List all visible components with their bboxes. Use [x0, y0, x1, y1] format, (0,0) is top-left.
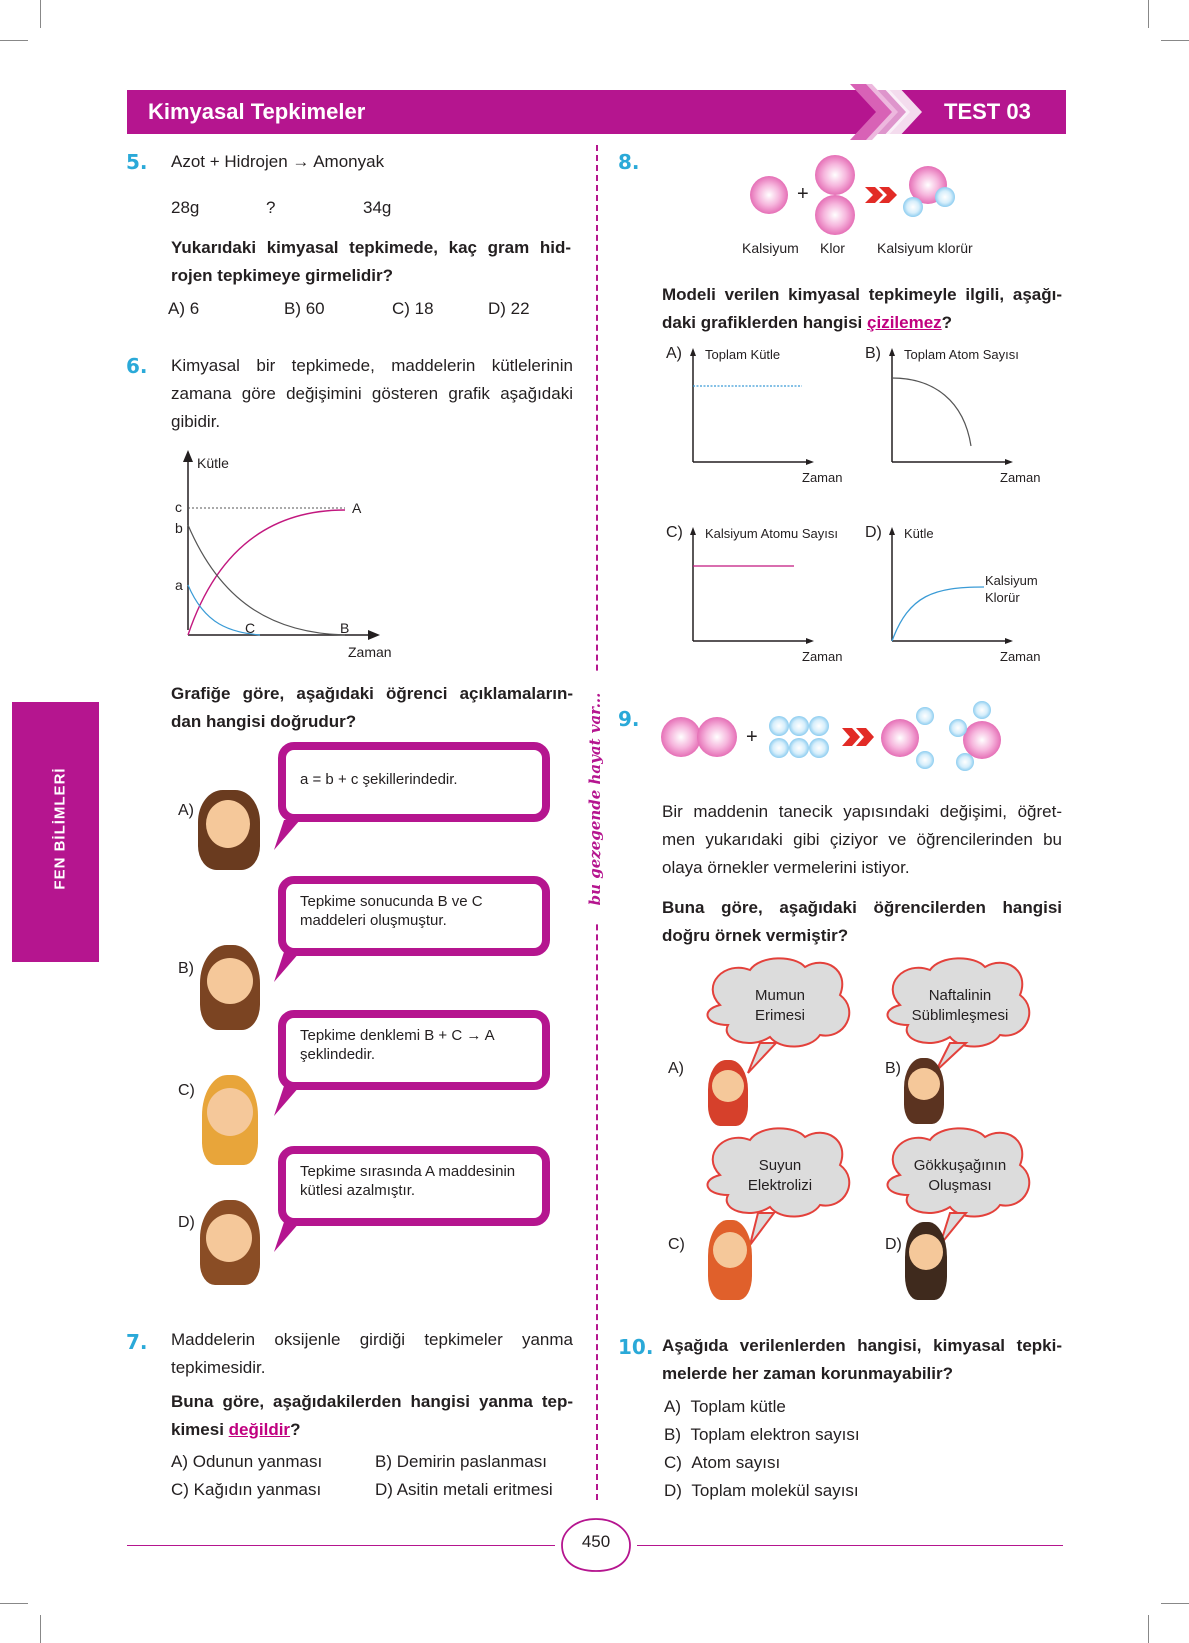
q10-number: 10. [618, 1335, 654, 1359]
q7-option-a[interactable]: A) Odunun yanması [171, 1452, 323, 1471]
q5-option-c[interactable]: C) 18 [392, 299, 434, 318]
q10-option-c[interactable]: C) Atom sayısı [664, 1453, 781, 1472]
q5-mass-1: 28g [171, 198, 200, 217]
q9-option-d-label[interactable]: D) [885, 1236, 902, 1253]
student-avatar [713, 1232, 747, 1268]
q6-graph-xlabel: Zaman [348, 644, 392, 660]
student-avatar [207, 958, 253, 1004]
q8-graph-a [690, 346, 820, 466]
q6-option-a-bubble[interactable] [278, 742, 550, 822]
q7-question-emphasis: değildir [228, 1420, 291, 1439]
q6-graph-a: a [175, 577, 183, 593]
q7-text: Maddelerin oksijenle girdiği tepkimeler yanma tepkimesidir. [171, 1330, 573, 1377]
q8-graph-c-label[interactable]: C) [666, 524, 683, 541]
svg-text:+: + [746, 726, 758, 748]
crop-mark [1161, 1603, 1189, 1604]
q8-graph-d-xlabel: Zaman [1000, 649, 1041, 664]
q8-graph-a-xlabel: Zaman [802, 470, 843, 485]
header-title: Kimyasal Tepkimeler [148, 99, 366, 124]
q8-question: Modeli verilen kimyasal tepkimeyle ilgili, aşağı-daki grafiklerden hangisi çizilemez? [662, 285, 1062, 332]
q9-cloud-b: Naftalinin Süblimleşmesi [911, 987, 1009, 1024]
q8-graph-c [690, 525, 820, 645]
q5-equation: Azot + Hidrojen → Amonyak [171, 152, 385, 171]
q8-graph-d-curve-label-1: Kalsiyum [985, 573, 1038, 588]
q6-graph-b: b [175, 520, 183, 536]
q6-mass-graph [160, 450, 400, 660]
page-number: 450 [581, 1532, 611, 1551]
q6-option-c-text: Tepkime denklemi B + C → A şeklindedir. [300, 1027, 494, 1063]
q8-graph-a-label[interactable]: A) [666, 345, 682, 362]
q8-graph-c-ylabel: Kalsiyum Atomu Sayısı [705, 526, 838, 541]
q6-number: 6. [126, 354, 148, 378]
q7-number: 7. [126, 1330, 148, 1354]
q5-mass-3: 34g [363, 198, 392, 217]
q8-graph-b-label[interactable]: B) [865, 345, 881, 362]
q10-option-b[interactable]: B) Toplam elektron sayısı [664, 1425, 860, 1444]
q6-option-d-text: Tepkime sırasında A maddesinin kütlesi azalmıştır. [300, 1163, 516, 1199]
q9-cloud-a: Mumun Erimesi [754, 987, 806, 1024]
q5-number: 5. [126, 150, 148, 174]
q5-option-b[interactable]: B) 60 [284, 299, 325, 318]
q6-option-b-bubble[interactable] [278, 876, 550, 956]
svg-text:+: + [797, 183, 809, 205]
test-number: TEST 03 [944, 99, 1031, 124]
q5-option-a[interactable]: A) 6 [168, 299, 200, 318]
crop-mark [1148, 0, 1149, 28]
student-avatar [206, 800, 250, 848]
q10-question: Aşağıda verilenlerden hangisi, kimyasal tepki-melerde her zaman korunmayabilir? [662, 1336, 1062, 1383]
q7-option-d[interactable]: D) Asitin metali eritmesi [375, 1480, 553, 1499]
q7-option-b[interactable]: B) Demirin paslanması [375, 1452, 547, 1471]
q9-text: Bir maddenin tanecik yapısındaki değişimi, öğret-men yukarıdaki gibi çiziyor ve öğrencilerinden bu olaya örnekler vermelerini istiyor. [662, 802, 1062, 877]
q8-number: 8. [618, 150, 640, 174]
side-tab-label: FEN BİLİMLERİ [51, 767, 69, 890]
q8-label-klor: Klor [820, 240, 845, 256]
q8-graph-b-xlabel: Zaman [1000, 470, 1041, 485]
q8-label-kalsiyum: Kalsiyum [742, 240, 799, 256]
q6-option-b-text: Tepkime sonucunda B ve C maddeleri oluşmuştur. [300, 893, 483, 929]
q8-graph-b [889, 346, 1019, 466]
header-chevrons [850, 84, 930, 140]
q6-option-d-label[interactable]: D) [178, 1214, 195, 1231]
q6-graph-B: B [340, 620, 350, 636]
q8-label-kalsiyum-klorur: Kalsiyum klorür [877, 240, 973, 256]
q9-option-b-label[interactable]: B) [885, 1060, 901, 1077]
q6-graph-c: c [175, 499, 182, 515]
q6-option-c-label[interactable]: C) [178, 1082, 195, 1099]
footer-line-left [127, 1545, 555, 1546]
q10-option-a[interactable]: A) Toplam kütle [664, 1397, 786, 1416]
q8-graph-d-curve-label-2: Klorür [985, 590, 1020, 605]
crop-mark [40, 0, 41, 28]
crop-mark [0, 40, 28, 41]
q8-graph-d-ylabel: Kütle [904, 526, 934, 541]
q9-question: Buna göre, aşağıdaki öğrencilerden hangisi doğru örnek vermiştir? [662, 898, 1062, 945]
q9-option-a-label[interactable]: A) [668, 1060, 684, 1077]
q9-particle-model [660, 700, 1010, 775]
crop-mark [0, 1603, 28, 1604]
q9-cloud-c: Suyun Elektrolizi [747, 1157, 813, 1194]
q6-graph-C: C [245, 620, 256, 636]
crop-mark [1148, 1615, 1149, 1643]
q9-cloud-d: Gökkuşağının Oluşması [913, 1157, 1007, 1194]
bubble-tails [270, 800, 310, 1260]
q6-graph-ylabel: Kütle [197, 455, 229, 471]
q6-option-c-bubble[interactable] [278, 1010, 550, 1090]
q6-option-d-bubble[interactable] [278, 1146, 550, 1226]
slogan: bu gezegende hayat var... [586, 674, 604, 924]
q6-option-a-text: a = b + c şekillerindedir. [300, 771, 458, 788]
q8-graph-d [889, 525, 1019, 645]
student-avatar [207, 1088, 253, 1136]
q8-graph-c-xlabel: Zaman [802, 649, 843, 664]
q10-option-d[interactable]: D) Toplam molekül sayısı [664, 1481, 859, 1500]
student-avatar [206, 1214, 252, 1262]
q5-option-d[interactable]: D) 22 [488, 299, 530, 318]
q6-option-a-label[interactable]: A) [178, 802, 194, 819]
crop-mark [1161, 40, 1189, 41]
student-avatar [908, 1068, 940, 1100]
student-avatar [909, 1234, 943, 1270]
q5-mass-2: ? [266, 198, 276, 217]
q8-reaction-model [745, 155, 975, 245]
q9-option-c-label[interactable]: C) [668, 1236, 685, 1253]
q6-graph-A: A [352, 500, 362, 516]
q7-question: Buna göre, aşağıdakilerden hangisi yanma tep-kimesi değildir? [171, 1392, 573, 1439]
crop-mark [40, 1615, 41, 1643]
q6-question: Grafiğe göre, aşağıdaki öğrenci açıklamaların-dan hangisi doğrudur? [171, 684, 573, 731]
footer-line-right [637, 1545, 1063, 1546]
q8-question-emphasis: çizilemez [867, 313, 942, 332]
q8-graph-a-ylabel: Toplam Kütle [705, 347, 781, 362]
q6-option-b-label[interactable]: B) [178, 960, 194, 977]
q8-graph-b-ylabel: Toplam Atom Sayısı [904, 347, 1019, 362]
q5-question: Yukarıdaki kimyasal tepkimede, kaç gram hid-rojen tepkimeye girmelidir? [171, 238, 571, 285]
q9-number: 9. [618, 707, 640, 731]
q8-graph-d-label[interactable]: D) [865, 524, 882, 541]
q6-text: Kimyasal bir tepkimede, maddelerin kütlelerinin zamana göre değişimini gösteren grafik aşağıdaki gibidir. [171, 356, 573, 431]
q7-option-c[interactable]: C) Kağıdın yanması [171, 1480, 322, 1499]
student-avatar [712, 1070, 744, 1102]
